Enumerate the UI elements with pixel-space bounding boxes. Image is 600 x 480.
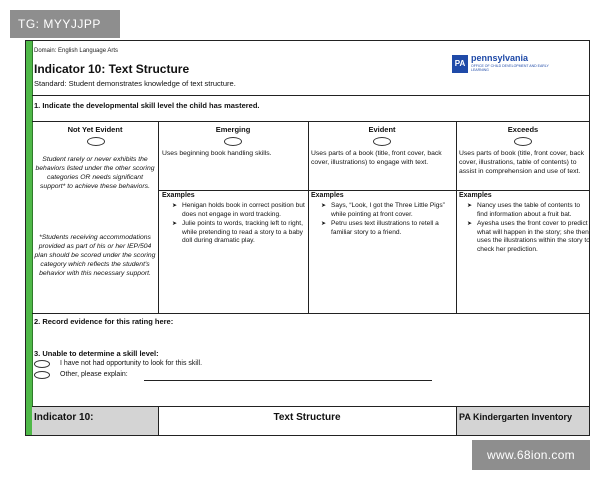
arrow-bullet-icon: ➤ (321, 221, 327, 228)
emerging-examples-list (168, 202, 308, 247)
unable-option-label: I have not had opportunity to look for this skill. (60, 360, 203, 367)
arrow-bullet-icon: ➤ (172, 203, 178, 209)
unable-option-no-opportunity[interactable] (34, 360, 50, 368)
rating-option-not-yet-evident[interactable] (87, 137, 105, 146)
logo-name: pennsylvania (471, 53, 529, 63)
unable-option-label: Other, please explain: (60, 371, 128, 378)
footer-inventory-label: PA Kindergarten Inventory (459, 412, 573, 422)
column-divider (456, 407, 457, 435)
rating-option-exceeds[interactable] (514, 137, 532, 146)
list-item: ➤ Henigan holds book in correct position but does not engage in word tracking. (172, 202, 305, 218)
pa-badge-icon: PA (452, 55, 468, 73)
evident-description: Uses parts of a book (title, front cover, back cover, illustrations) to engage with text. (311, 150, 442, 166)
footer-left-cell (32, 407, 158, 435)
list-item: ➤ Ayesha uses the front cover to predict what will happen in the story; she then uses the illustrations within the story to check her prediction. (467, 220, 590, 253)
pennsylvania-logo (452, 53, 562, 79)
column-heading-evident: Evident (368, 125, 396, 134)
footer-indicator-label: Indicator 10: (34, 412, 94, 423)
section-3-heading: 3. Unable to determine a skill level: (34, 349, 159, 358)
column-divider (158, 121, 159, 313)
section-1-heading: 1. Indicate the developmental skill level the child has mastered. (34, 101, 260, 110)
standard-text: Standard: Student demonstrates knowledge of text structure. (34, 79, 236, 88)
column-heading-exceeds: Exceeds (507, 125, 539, 134)
rating-option-emerging[interactable] (224, 137, 242, 146)
column-divider (158, 407, 159, 435)
other-explain-line[interactable] (144, 380, 432, 381)
rating-option-evident[interactable] (373, 137, 391, 146)
arrow-bullet-icon: ➤ (467, 203, 473, 209)
column-divider (308, 121, 309, 313)
domain-label: Domain: English Language Arts (34, 48, 119, 54)
logo-subtitle: OFFICE OF CHILD DEVELOPMENT AND EARLY LEARNING (471, 64, 549, 72)
exceeds-examples-list (463, 202, 591, 256)
arrow-bullet-icon: ➤ (321, 203, 327, 209)
footer-right-cell (456, 407, 589, 435)
exceeds-examples-label: Examples (459, 192, 492, 199)
emerging-description: Uses beginning book handling skills. (162, 150, 272, 157)
section-2-heading: 2. Record evidence for this rating here: (34, 317, 174, 326)
column-heading-emerging: Emerging (215, 125, 251, 134)
evident-examples-list (317, 202, 454, 238)
page-title: Indicator 10: Text Structure (34, 62, 190, 76)
unable-option-other[interactable] (34, 371, 50, 379)
list-item: ➤ Says, “Look, I got the Three Little Pigs” while pointing at front cover. (321, 202, 445, 218)
assessment-page (25, 40, 590, 436)
arrow-bullet-icon: ➤ (467, 221, 473, 228)
examples-divider (158, 190, 589, 191)
footer-title: Text Structure (273, 412, 341, 423)
divider (32, 313, 589, 314)
watermark-tag: TG: MYYJJPP (10, 10, 120, 38)
column-divider (456, 121, 457, 313)
exceeds-description: Uses parts of book (title, front cover, back cover, illustrations, table of contents) to assist in comprehension and use of text. (459, 150, 585, 175)
footer-middle-cell (158, 407, 456, 435)
accommodations-note: *Students receiving accommodations provided as part of his or her IEP/504 plan should be scored under the scoring category which reflects the student's behavior with this necessary support. (34, 234, 156, 277)
page-footer (32, 406, 589, 435)
list-item: ➤ Julie points to words, tracking left to right, while pretending to read a story to a baby doll during dramatic play. (172, 220, 303, 245)
divider (32, 121, 589, 122)
list-item: ➤ Petru uses text illustrations to retell a familiar story to a friend. (321, 220, 439, 236)
divider (32, 95, 589, 96)
emerging-examples-label: Examples (162, 192, 195, 199)
evident-examples-label: Examples (311, 192, 344, 199)
column-heading-not-yet-evident: Not Yet Evident (67, 125, 123, 134)
arrow-bullet-icon: ➤ (172, 221, 178, 228)
watermark-url: www.68ion.com (472, 440, 590, 470)
not-yet-evident-description: Student rarely or never exhibits the behaviors listed under the other scoring categories OR needs significant support* to achieve these behaviors. (35, 156, 155, 190)
page-content (32, 41, 589, 435)
list-item: ➤ Nancy uses the table of contents to find information about a fruit bat. (467, 202, 580, 218)
